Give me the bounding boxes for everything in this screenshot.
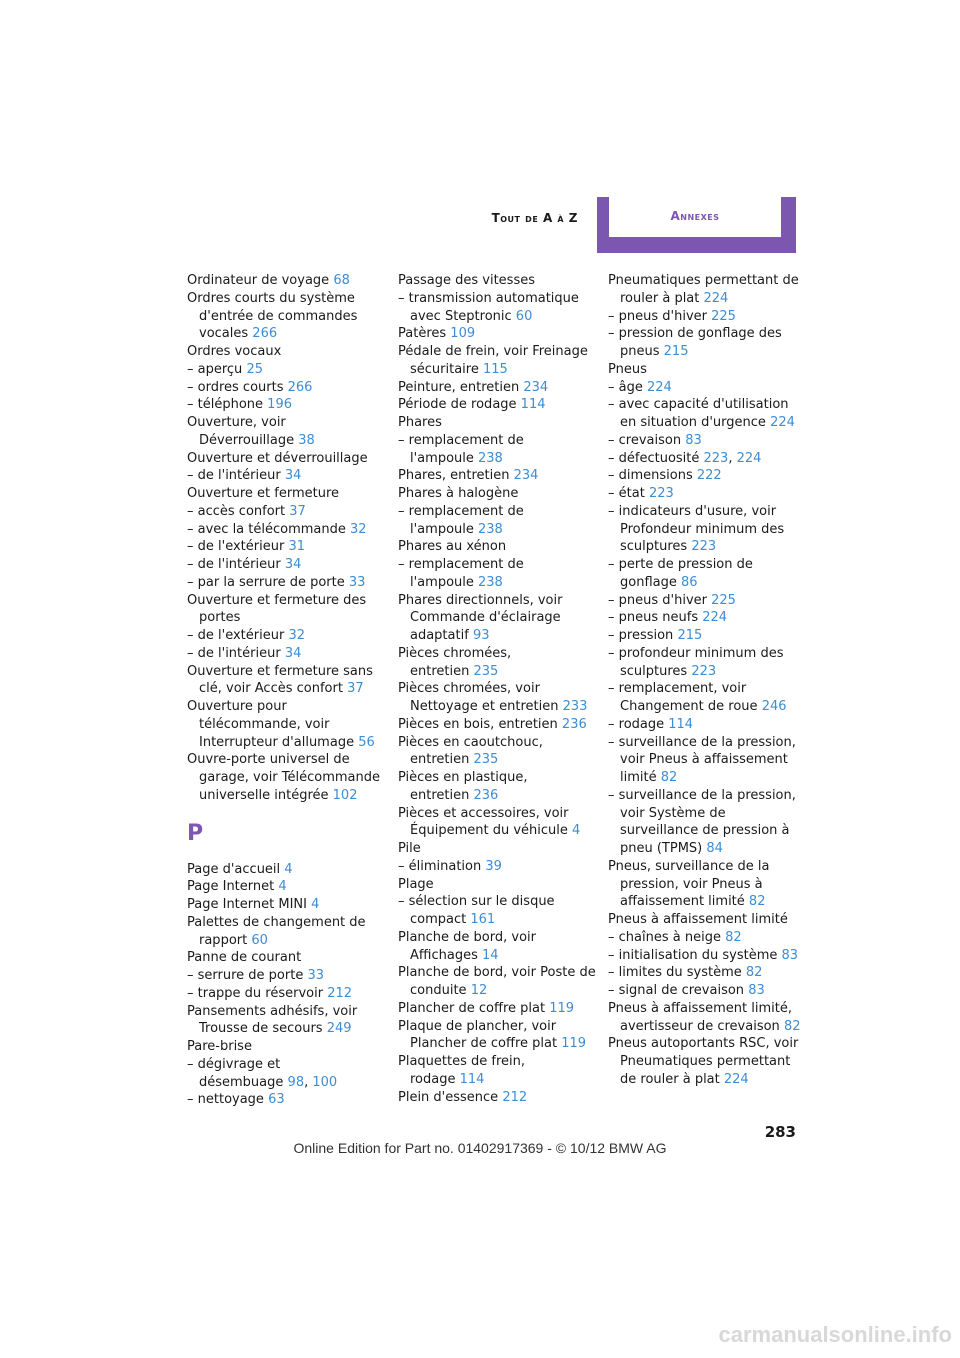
page-reference-link[interactable]: 266 xyxy=(252,326,278,342)
index-entry xyxy=(187,914,392,950)
index-entry xyxy=(187,361,392,379)
index-entry xyxy=(608,911,803,929)
page-reference-link[interactable]: 34 xyxy=(284,557,302,572)
page-reference-link[interactable]: 39 xyxy=(485,858,502,874)
page-reference-link[interactable]: 33 xyxy=(348,574,366,590)
index-entry xyxy=(187,1091,392,1109)
index-entry-text: Pièces en caoutchouc, entretien xyxy=(398,734,543,768)
index-entry xyxy=(398,1053,603,1089)
index-entry-text: – remplacement de l'ampoule xyxy=(398,432,524,466)
page-reference-link[interactable]: 238 xyxy=(478,450,503,466)
index-entry-text: Page d'accueil xyxy=(187,861,281,877)
index-entry-text: – nettoyage xyxy=(187,1092,264,1108)
page-reference-link[interactable]: 238 xyxy=(478,574,503,590)
page-reference-link[interactable]: 86 xyxy=(681,574,698,590)
page-reference-link[interactable]: 56 xyxy=(358,734,375,750)
index-entry-text: Période de rodage xyxy=(398,397,517,413)
index-entry-text: Pneumatiques permettant de rouler à plat xyxy=(608,273,799,306)
index-entry-text: Plaque de plancher, voir Plancher de coffre plat xyxy=(398,1018,558,1052)
page-reference-link[interactable]: 215 xyxy=(677,628,703,643)
page-reference-link[interactable]: 68 xyxy=(333,273,350,288)
index-entry-text: Peinture, entretien xyxy=(398,379,520,395)
index-entry xyxy=(398,538,603,556)
index-entry xyxy=(187,1003,392,1039)
index-entry-text: Passage des vitesses xyxy=(398,273,535,288)
index-entry xyxy=(187,861,392,879)
index-entry-text: – pneus neufs xyxy=(608,610,699,626)
page-reference-link[interactable]: 119 xyxy=(549,1000,575,1016)
index-entry xyxy=(608,308,803,326)
index-entry-text: – accès confort xyxy=(187,503,286,519)
page-reference-link[interactable]: 114 xyxy=(668,716,694,732)
index-entry: – défectuosité 223, 224 xyxy=(608,450,762,466)
index-entry xyxy=(608,503,803,556)
page-reference-link[interactable]: 224 xyxy=(770,415,795,430)
index-entry xyxy=(187,272,392,290)
index-entry xyxy=(608,982,803,1000)
page-reference-link[interactable]: 60 xyxy=(251,932,268,948)
index-column-3 xyxy=(608,272,803,1089)
page-reference-link[interactable]: 60 xyxy=(515,308,533,324)
page-reference-link[interactable]: 215 xyxy=(663,344,689,359)
page-reference-link[interactable]: 225 xyxy=(711,592,736,608)
page-reference-link[interactable]: 223 xyxy=(648,486,674,501)
index-entry-text: Pneus, surveillance de la pression, voir Pneus à affaissement limité xyxy=(608,858,770,910)
page-reference-link[interactable]: 82 xyxy=(783,1018,801,1034)
index-entry-text: – profondeur minimum des sculptures xyxy=(608,645,784,679)
index-entry-text: Pédale de frein, voir Freinage sécuritaire xyxy=(398,344,588,377)
page-reference-link[interactable]: 32 xyxy=(288,628,305,643)
index-entry xyxy=(398,680,603,716)
page-reference-link[interactable]: 32 xyxy=(350,521,367,537)
index-entry xyxy=(608,396,803,432)
index-entry-text: Ouverture et fermeture sans clé, voir Accès confort xyxy=(187,663,373,697)
index-entry xyxy=(398,840,603,858)
index-entry-text: Pansements adhésifs, voir Trousse de secours xyxy=(187,1003,358,1037)
index-entry-text: Planche de bord, voir Poste de conduite xyxy=(398,965,596,998)
page-reference-link[interactable]: 14 xyxy=(481,947,499,963)
footer-edition: Online Edition for Part no. 01402917369 - © 10/12 BMW AG xyxy=(293,1140,667,1156)
index-entry xyxy=(398,325,603,343)
index-entry-text: Plancher de coffre plat xyxy=(398,1000,546,1016)
index-entry xyxy=(608,432,803,450)
index-entry xyxy=(187,556,392,574)
index-entry-text: Pneus xyxy=(608,361,647,377)
index-entry xyxy=(398,964,603,1000)
index-entry xyxy=(398,432,603,468)
page-reference-link[interactable]: 38 xyxy=(298,432,315,448)
index-entry xyxy=(187,574,392,592)
index-entry-text: Ordres courts du système d'entrée de commandes vocales xyxy=(187,290,358,342)
page-reference-link[interactable]: 82 xyxy=(748,894,766,910)
index-entry-text: – de l'extérieur xyxy=(187,628,285,643)
index-entry-text: – de l'intérieur xyxy=(187,468,281,484)
page-reference-link[interactable]: 4 xyxy=(278,879,287,895)
index-entry-text: – défectuosité xyxy=(608,450,700,466)
index-entry xyxy=(187,290,392,343)
index-entry-text: Patères xyxy=(398,326,447,342)
index-entry-text: Phares, entretien xyxy=(398,468,510,484)
index-entry-text: – pression de gonflage des pneus xyxy=(608,326,782,359)
index-entry xyxy=(398,290,603,326)
index-entry-text: Ouverture pour télécommande, voir Interrupteur d'allumage xyxy=(187,699,355,750)
page-reference-link[interactable]: 63 xyxy=(268,1092,285,1108)
index-entry xyxy=(398,503,603,539)
index-entry xyxy=(608,272,803,308)
index-entry-text: – pneus d'hiver xyxy=(608,592,707,608)
index-entry-text: – aperçu xyxy=(187,361,243,377)
index-entry xyxy=(187,521,392,539)
index-entry-text: Ordinateur de voyage xyxy=(187,273,330,288)
index-entry xyxy=(608,361,803,379)
page-reference-link[interactable]: 223 xyxy=(703,450,729,466)
index-entry-text: Plein d'essence xyxy=(398,1089,499,1105)
page-reference-link[interactable]: 224 xyxy=(647,379,672,395)
index-entry xyxy=(398,272,603,290)
page-reference-link[interactable]: 238 xyxy=(478,521,503,537)
index-entry xyxy=(608,592,803,610)
index-entry-text: – rodage xyxy=(608,716,665,732)
index-entry: – dégivrage et désembuage 98, 100 xyxy=(187,1056,338,1090)
index-entry-text: – limites du système xyxy=(608,965,742,981)
chapter-tab-inner xyxy=(609,197,781,237)
index-entry-text: – indicateurs d'usure, voir Profondeur minimum des sculptures xyxy=(608,503,785,555)
page-reference-link[interactable]: 37 xyxy=(289,503,306,519)
index-entry-text: Ouverture, voir Déverrouillage xyxy=(187,415,295,448)
index-entry xyxy=(187,538,392,556)
index-entry-text: – ordres courts xyxy=(187,379,284,395)
page-number: 283 xyxy=(764,1123,796,1141)
index-entry xyxy=(608,1000,803,1036)
page-reference-link[interactable]: 236 xyxy=(561,716,587,732)
index-entry-text: Panne de courant xyxy=(187,950,302,966)
index-entry xyxy=(398,1089,603,1107)
index-entry-text: – initialisation du système xyxy=(608,947,778,963)
page-reference-link[interactable]: 82 xyxy=(745,965,763,981)
index-entry-text: – surveillance de la pression, voir Système de surveillance de pression à pneu (TPMS) xyxy=(608,787,796,856)
index-entry-text: Pneus à affaissement limité, avertisseur de crevaison xyxy=(608,1000,792,1034)
index-entry-text: – pression xyxy=(608,628,674,643)
page-reference-link[interactable]: 235 xyxy=(473,663,499,679)
index-entry-text: Ordres vocaux xyxy=(187,344,282,359)
index-entry-text: – de l'intérieur xyxy=(187,645,281,661)
index-entry xyxy=(608,858,803,911)
index-entry-text: Pile xyxy=(398,841,421,856)
index-letter-heading: P xyxy=(187,820,204,846)
index-entry xyxy=(187,379,392,397)
index-entry-text: – remplacement de l'ampoule xyxy=(398,557,524,590)
index-entry-text: – état xyxy=(608,486,645,501)
page-reference-link[interactable]: 93 xyxy=(472,628,490,643)
index-entry-text: Ouvre-porte universel de garage, voir Télécommande universelle intégrée xyxy=(187,752,381,803)
index-entry xyxy=(187,967,392,985)
page-reference-link[interactable]: 12 xyxy=(470,983,488,998)
index-entry-text: Pare-brise xyxy=(187,1039,252,1054)
index-entry xyxy=(398,1018,603,1054)
index-entry xyxy=(608,680,803,716)
page-reference-link[interactable]: 236 xyxy=(473,787,499,803)
index-entry-text: Ouverture et déverrouillage xyxy=(187,450,368,466)
index-entry-text: – trappe du réservoir xyxy=(187,985,324,1001)
page-reference-link[interactable]: 224 xyxy=(736,450,762,466)
index-entry-text: – téléphone xyxy=(187,397,264,413)
index-entry-text: – crevaison xyxy=(608,432,682,448)
index-entry xyxy=(398,1000,603,1018)
page-reference-link[interactable]: 98 xyxy=(287,1074,305,1090)
index-entry xyxy=(187,396,392,414)
index-entry-text: – remplacement de l'ampoule xyxy=(398,503,524,537)
page-reference-link[interactable]: 109 xyxy=(450,326,476,342)
index-entry xyxy=(187,949,392,967)
index-entry xyxy=(608,964,803,982)
chapter-tab-label: Annexes xyxy=(670,209,720,223)
page-reference-link[interactable]: 84 xyxy=(706,841,723,856)
page-reference-link[interactable]: 25 xyxy=(246,361,263,377)
index-entry xyxy=(398,876,603,894)
index-entry xyxy=(608,609,803,627)
index-entry xyxy=(187,1038,392,1056)
page-reference-link[interactable]: 83 xyxy=(748,983,765,998)
index-entry xyxy=(398,716,603,734)
page-reference-link[interactable]: 222 xyxy=(696,468,722,484)
index-entry-text: – chaînes à neige xyxy=(608,929,721,945)
page-reference-link[interactable]: 102 xyxy=(332,787,358,803)
page-reference-link[interactable]: 196 xyxy=(267,397,292,413)
page-reference-link[interactable]: 119 xyxy=(561,1036,587,1052)
page-reference-link[interactable]: 83 xyxy=(781,947,799,963)
index-entry xyxy=(187,663,392,699)
index-entry xyxy=(608,556,803,592)
page-reference-link[interactable]: 224 xyxy=(703,290,729,306)
index-entry-text: Planche de bord, voir Affichages xyxy=(398,929,536,963)
index-entry-text: – par la serrure de porte xyxy=(187,574,345,590)
index-entry-text: Ouverture et fermeture des portes xyxy=(187,592,367,626)
index-entry-text: Plaquettes de frein, rodage xyxy=(398,1054,526,1087)
index-entry-text: – remplacement, voir Changement de roue xyxy=(608,681,758,714)
index-entry xyxy=(187,450,392,468)
page-reference-link[interactable]: 82 xyxy=(660,770,678,785)
index-entry-text: – dimensions xyxy=(608,468,693,484)
section-title: Tout de A à Z xyxy=(491,211,578,225)
index-entry-text: – de l'intérieur xyxy=(187,557,281,572)
index-entry-text: Pneus autoportants RSC, voir Pneumatiques permettant de rouler à plat xyxy=(608,1036,799,1087)
index-entry xyxy=(187,485,392,503)
page-reference-link[interactable]: 224 xyxy=(702,610,728,626)
index-entry-text: – perte de pression de gonflage xyxy=(608,557,753,590)
page-reference-link[interactable]: 37 xyxy=(347,681,364,697)
index-entry-text: – signal de crevaison xyxy=(608,983,745,998)
page-reference-link[interactable]: 114 xyxy=(520,397,546,413)
page-reference-link[interactable]: 82 xyxy=(725,929,742,945)
index-entry xyxy=(187,985,392,1003)
page-reference-link[interactable]: 161 xyxy=(470,912,496,927)
index-entry-text: Pièces en bois, entretien xyxy=(398,716,558,732)
index-entry xyxy=(187,592,392,628)
index-entry xyxy=(608,485,803,503)
index-entry xyxy=(608,1035,803,1088)
page-reference-link[interactable]: 33 xyxy=(307,968,325,983)
index-entry xyxy=(187,503,392,521)
index-entry-text: Pièces en plastique, entretien xyxy=(398,770,528,803)
index-entry xyxy=(608,627,803,645)
index-entry xyxy=(608,787,803,858)
index-entry xyxy=(398,379,603,397)
index-entry-text: Phares au xénon xyxy=(398,539,507,555)
index-entry xyxy=(187,751,392,804)
index-entry xyxy=(608,734,803,787)
index-entry-text: Ouverture et fermeture xyxy=(187,486,340,501)
page-reference-link[interactable]: 233 xyxy=(562,699,588,714)
index-entry-text: Pièces et accessoires, voir Équipement du véhicule xyxy=(398,805,569,839)
page-reference-link[interactable]: 4 xyxy=(311,897,320,912)
page-reference-link[interactable]: 4 xyxy=(284,861,293,877)
page-reference-link[interactable]: 266 xyxy=(287,379,313,395)
watermark: carmanualsonline.info xyxy=(718,1322,952,1347)
page-reference-link[interactable]: 225 xyxy=(711,308,736,324)
page-reference-link[interactable]: 100 xyxy=(312,1074,338,1090)
index-entry-text: Phares directionnels, voir Commande d'éclairage adaptatif xyxy=(398,592,563,643)
index-entry xyxy=(187,698,392,751)
index-entry-text: Pièces chromées, voir Nettoyage et entretien xyxy=(398,681,559,714)
page-reference-link[interactable]: 234 xyxy=(513,468,539,484)
index-entry xyxy=(398,645,603,681)
index-entry xyxy=(608,716,803,734)
index-entry-text: – de l'extérieur xyxy=(187,539,285,555)
index-column-1 xyxy=(187,272,392,1109)
index-entry-text: Page Internet xyxy=(187,879,275,895)
page-reference-link[interactable]: 234 xyxy=(523,379,549,395)
page-reference-link[interactable]: 223 xyxy=(691,663,717,679)
index-entry xyxy=(398,485,603,503)
index-entry xyxy=(398,556,603,592)
index-entry-text: Page Internet MINI xyxy=(187,897,307,912)
index-entry-text: – dégivrage et désembuage xyxy=(187,1056,284,1090)
page-reference-link[interactable]: 115 xyxy=(483,361,508,377)
index-column-2 xyxy=(398,272,603,1106)
index-entry xyxy=(608,379,803,397)
index-entry xyxy=(398,893,603,929)
index-entry-text: – élimination xyxy=(398,858,482,874)
index-entry xyxy=(187,467,392,485)
index-entry-text: – surveillance de la pression, voir Pneus à affaissement limité xyxy=(608,734,796,785)
chapter-tab xyxy=(597,197,796,253)
page-reference-link[interactable]: 235 xyxy=(473,752,499,768)
index-entry-text: Phares à halogène xyxy=(398,486,519,501)
page-reference-link[interactable]: 224 xyxy=(723,1071,749,1087)
index-entry xyxy=(608,467,803,485)
index-entry xyxy=(608,929,803,947)
page-reference-link[interactable]: 4 xyxy=(572,823,581,839)
index-entry xyxy=(398,414,603,432)
index-entry xyxy=(398,858,603,876)
page-reference-link[interactable]: 212 xyxy=(327,985,353,1001)
page-reference-link[interactable]: 223 xyxy=(691,539,717,555)
page-reference-link[interactable]: 249 xyxy=(326,1021,352,1037)
index-entry xyxy=(398,396,603,414)
page-reference-link[interactable]: 212 xyxy=(502,1089,528,1105)
index-entry xyxy=(187,414,392,450)
page-reference-link[interactable]: 83 xyxy=(685,432,702,448)
index-entry-text: – serrure de porte xyxy=(187,968,304,983)
page-reference-link[interactable]: 31 xyxy=(288,539,305,555)
index-entry-text: Plage xyxy=(398,876,434,892)
index-entry-text: – avec la télécommande xyxy=(187,521,346,537)
index-entry-text: – transmission automatique avec Steptronic xyxy=(398,290,579,324)
index-entry-text: – avec capacité d'utilisation en situation d'urgence xyxy=(608,397,789,430)
index-entry xyxy=(398,929,603,965)
index-entry-text: – sélection sur le disque compact xyxy=(398,894,555,927)
index-entry xyxy=(398,805,603,841)
index-entry-text: Pièces chromées, entretien xyxy=(398,645,512,679)
index-entry xyxy=(398,592,603,645)
index-entry xyxy=(398,734,603,770)
index-entry xyxy=(187,645,392,663)
index-entry-text: Pneus à affaissement limité xyxy=(608,912,788,927)
index-entry-text: – pneus d'hiver xyxy=(608,308,707,324)
index-entry xyxy=(398,343,603,379)
page-reference-link[interactable]: 246 xyxy=(761,699,787,714)
index-entry xyxy=(187,627,392,645)
index-entry xyxy=(398,467,603,485)
page-reference-link[interactable]: 34 xyxy=(284,645,302,661)
index-entry-text: Palettes de changement de rapport xyxy=(187,914,366,948)
page-reference-link[interactable]: 114 xyxy=(459,1071,485,1087)
page-reference-link[interactable]: 34 xyxy=(284,468,302,484)
index-entry-text: Phares xyxy=(398,415,442,430)
index-entry xyxy=(608,947,803,965)
index-entry xyxy=(187,343,392,361)
index-entry xyxy=(187,896,392,914)
index-entry xyxy=(398,769,603,805)
index-entry xyxy=(187,878,392,896)
index-entry-text: – âge xyxy=(608,379,643,395)
index-entry xyxy=(608,325,803,361)
index-entry xyxy=(608,645,803,681)
